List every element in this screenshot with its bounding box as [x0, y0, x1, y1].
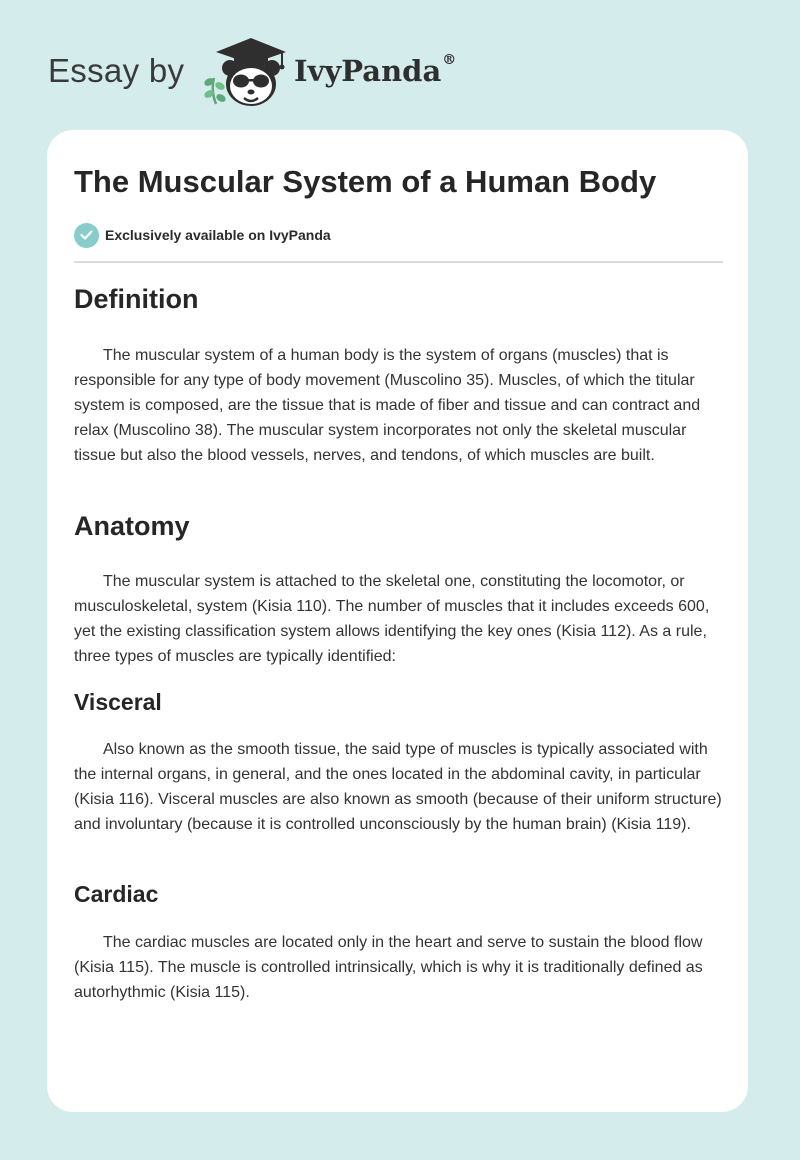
section-text-anatomy: The muscular system is attached to the skeletal one, constituting the locomotor, or musculoskeletal, system (Kisia 110). The number of muscles that it includes exceeds 600, yet the existing classification system allows identifying the key ones (Kisia 112). As a rule, three types of muscles are typically identified: [74, 573, 710, 665]
exclusive-badge [74, 222, 331, 248]
section-heading-cardiac: Cardiac [74, 881, 159, 907]
panda-graduation-cap-logo-icon [200, 34, 296, 110]
title-divider [74, 261, 723, 263]
brand-name-text: IvyPanda [294, 54, 442, 88]
brand-prefix: Essay by [48, 52, 185, 89]
checkmark-icon [80, 230, 93, 240]
section-heading-definition: Definition [74, 284, 199, 314]
section-text-cardiac: The cardiac muscles are located only in the heart and serve to sustain the blood flow (Kisia 115). The muscle is controlled intrinsically, which is why it is traditionally defined as autorhythmic (Kisia 115). [74, 934, 703, 1001]
page-title: The Muscular System of a Human Body [74, 164, 657, 199]
check-circle-icon [74, 223, 99, 248]
brand-header[interactable] [48, 34, 508, 110]
exclusive-badge-text: Exclusively available on IvyPanda [105, 227, 331, 243]
section-text-visceral: Also known as the smooth tissue, the said type of muscles is typically associated with the internal organs, in general, and the ones located in the abdominal cavity, in particular (Kisia 116). Visceral muscles are also known as smooth (because of their uniform structure) and involuntary (because it is controlled unconsciously by the human brain) (Kisia 119). [74, 741, 722, 833]
registered-mark: ® [442, 52, 457, 68]
section-text-definition: The muscular system of a human body is the system of organs (muscles) that is responsible for any type of body movement (Muscolino 35). Muscles, of which the titular system is composed, are the tissue that is made of fiber and tissue and can contract and relax (Muscolino 38). The muscular system incorporates not only the skeletal muscular tissue but also the blood vessels, nerves, and tendons, of which muscles are built. [74, 347, 701, 464]
section-heading-anatomy: Anatomy [74, 511, 190, 541]
section-heading-visceral: Visceral [74, 689, 162, 715]
brand-name [294, 54, 456, 88]
essay-card [47, 130, 748, 1112]
